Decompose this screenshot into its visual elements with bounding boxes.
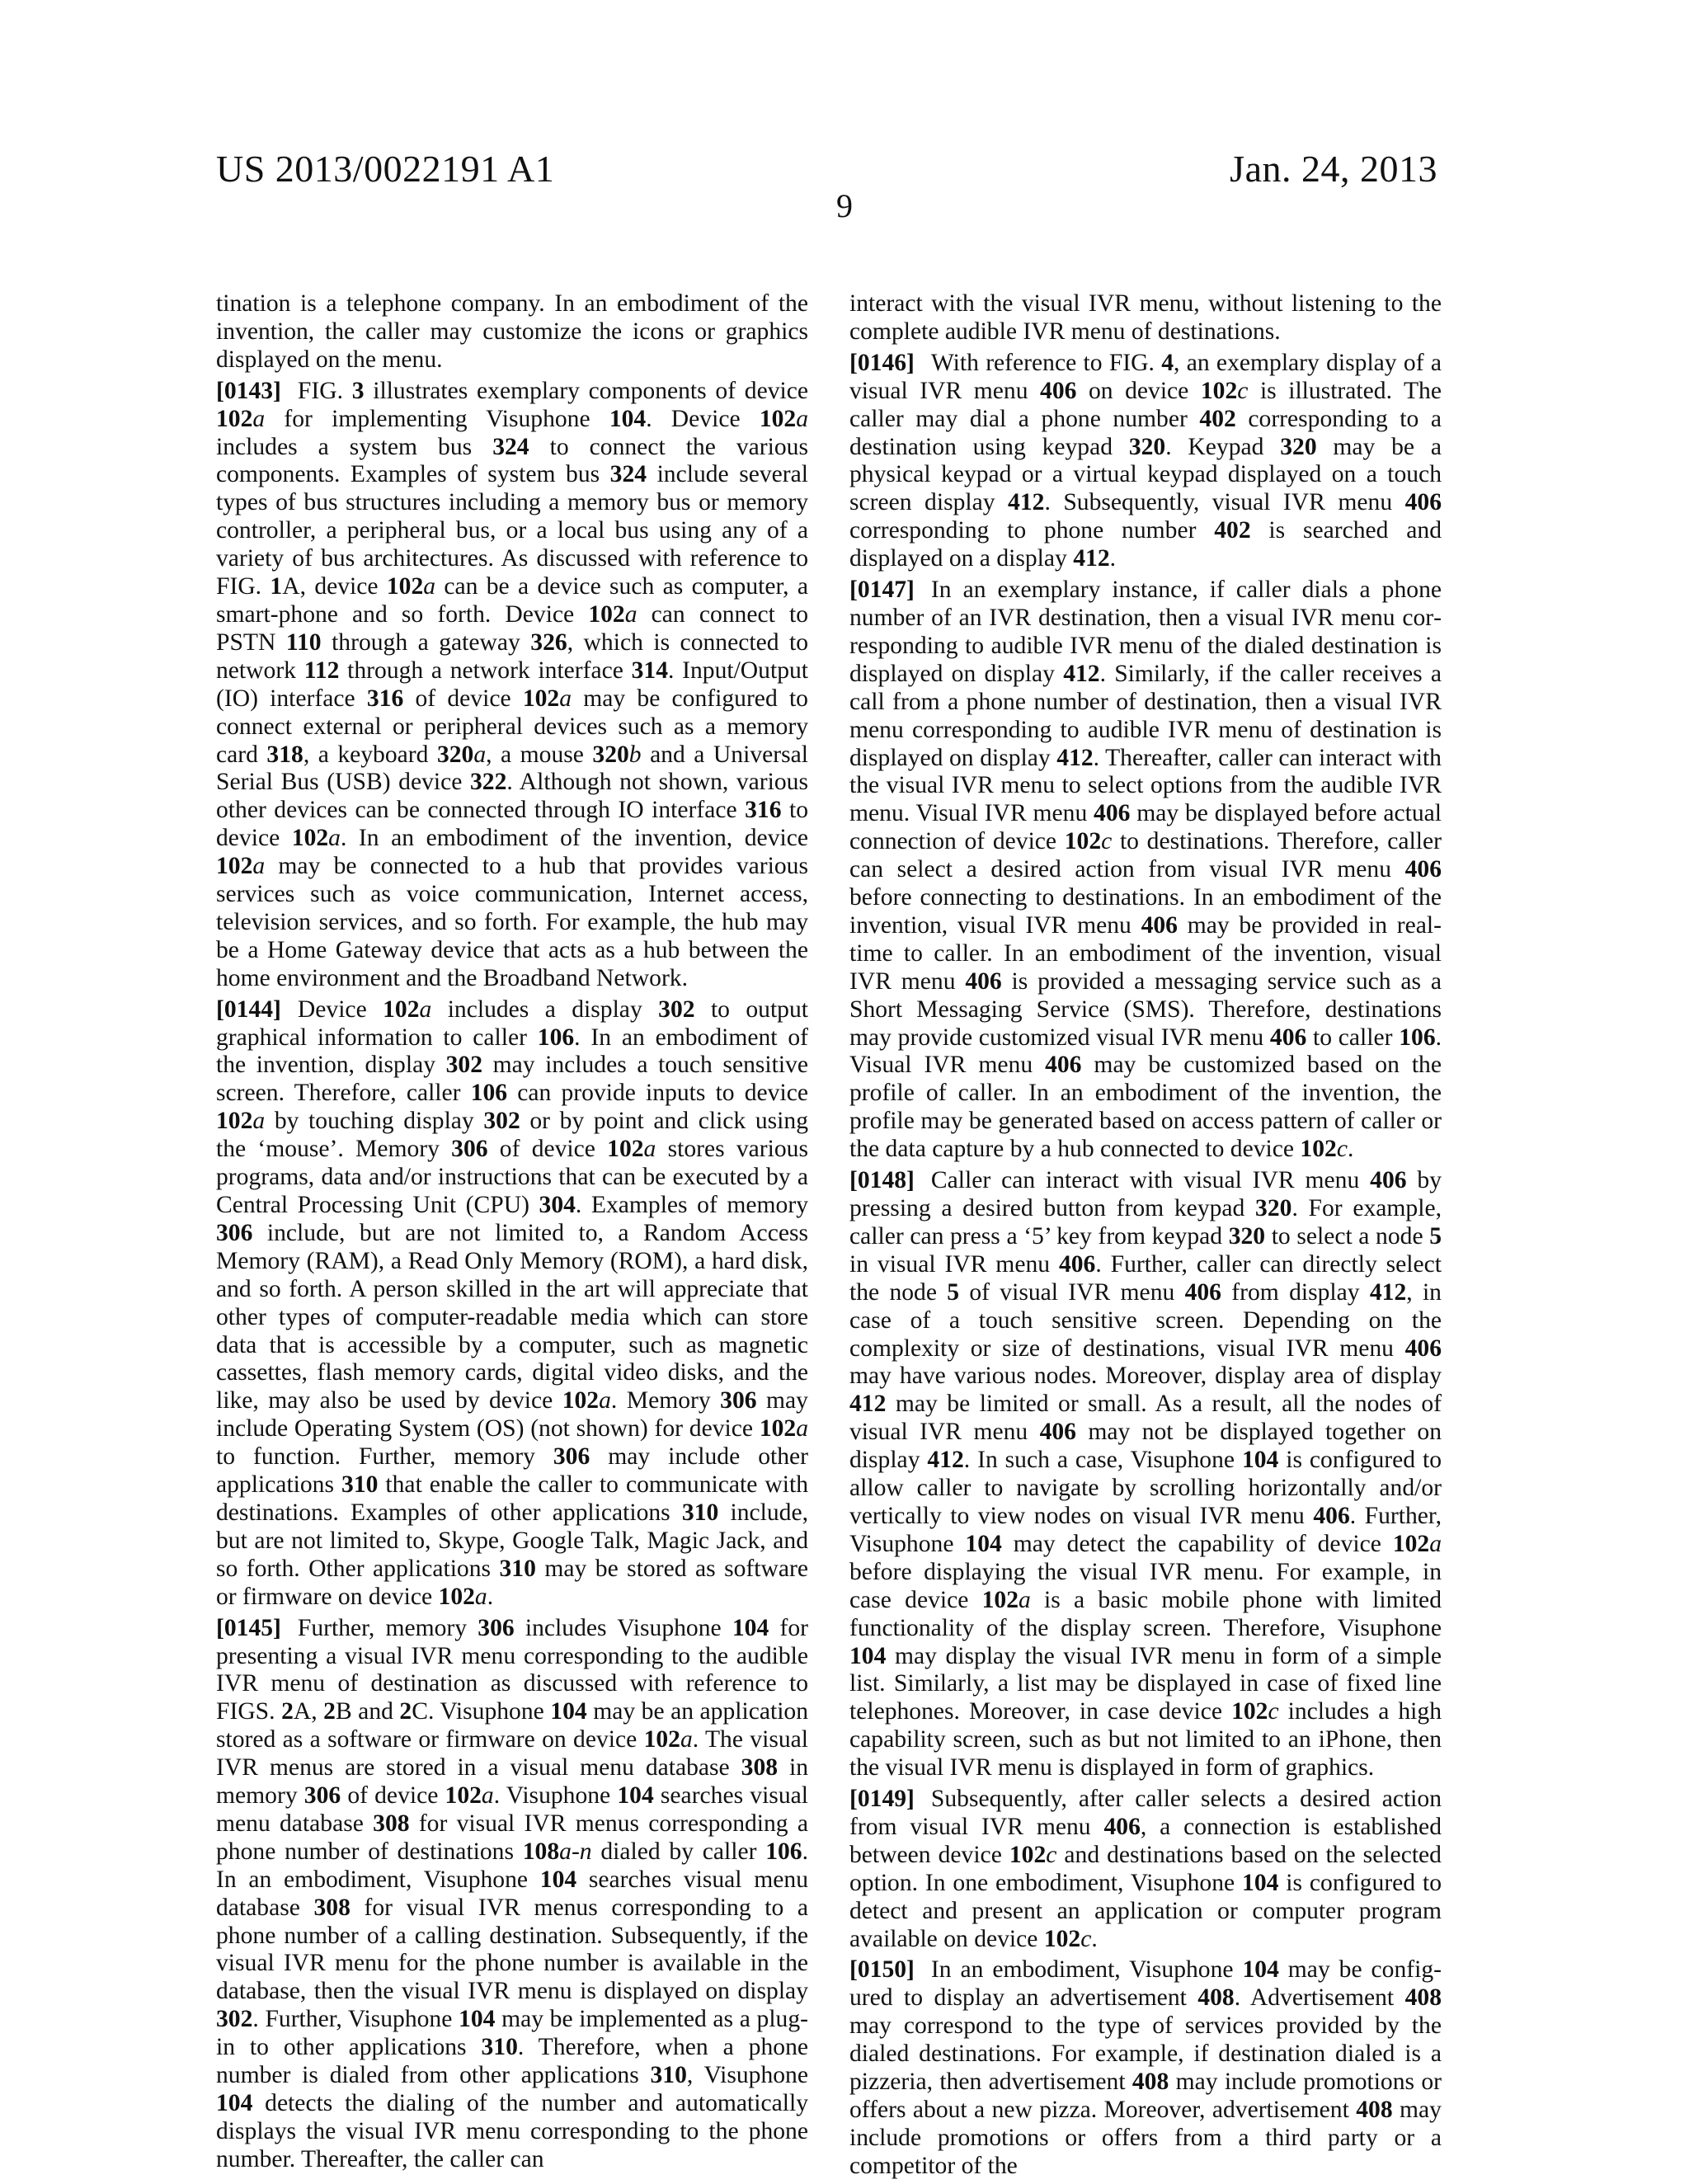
paragraph-text: Subsequently, after caller selects a desired action from visual IVR menu 406, a connection is established between device 102c and destinations based on the selected option. In one embodiment, Visuphone 104 is configured to detect and present an application or computer program available on device 102c. [849,1786,1442,1952]
paragraph-continuation [849,290,1442,346]
right-column [849,290,1442,2184]
paragraph-number: [0145] [216,1614,281,1641]
page-number: 9 [836,187,853,224]
paragraph-0149 [849,1786,1442,1953]
paragraph-0144 [216,996,808,1612]
paragraph-text: tination is a telephone company. In an embodiment of the invention, the caller may customize the icons or graphics displayed on the menu. [216,290,808,373]
paragraph-number: [0144] [216,996,281,1023]
paragraph-number: [0143] [216,377,281,404]
left-column [216,290,808,2177]
paragraph-text: Device 102a includes a display 302 to output graphical information to caller 106. In an embodiment of the invention, display 302 may includes a touch sensitive screen. Therefore, caller 106 can provide inputs to device 102a by touching display 302 or by point and click using the ‘mouse’. Memory 306 of device 102a stores various programs, data and/or instructions that can be executed by a Central Processing Unit (CPU) 304. Examples of memory 306 include, but are not limited to, a Random Access Memory (RAM), a Read Only Memory (ROM), a hard disk, and so forth. A person skilled in the art will appreciate that other types of computer-readable media which can store data that is accessible by a computer, such as magnetic cassettes, flash memory cards, digital video disks, and the like, may also be used by device 102a. Memory 306 may include Operating System (OS) (not shown) for device 102a to function. Further, memory 306 may include other applications 310 that enable the caller to communicate with destinations. Examples of other applications 310 include, but are not limited to, Skype, Google Talk, Magic Jack, and so forth. Other applications 310 may be stored as software or firmware on device 102a. [216,996,809,1610]
paragraph-0147 [849,577,1442,1164]
publication-number: US 2013/0022191 A1 [216,148,555,190]
paragraph-0150 [849,1956,1442,2180]
paragraph-0146 [849,350,1442,573]
paragraph-number: [0146] [849,349,915,376]
paragraph-text: Further, memory 306 includes Visuphone 104 for presenting a visual IVR menu corresponding to the audible IVR menu of destination as discussed with reference to FIGS. 2A, 2B and 2C. Visuphone 104 may be an application stored as a software or firmware on device 102a. The visual IVR menus are stored in a visual menu database 308 in memory 306 of device 102a. Visuphone 104 searches visual menu database 308 for visual IVR menus corresponding a phone number of destinations 108a-n dialed by caller 106. In an embodiment, Visuphone 104 searches visual menu database 308 for visual IVR menus corresponding to a phone number of a calling destination. Subsequently, if the visual IVR menu for the phone number is available in the database, then the visual IVR menu is displayed on display 302. Further, Visuphone 104 may be implemented as a plug-in to other applications 310. Therefore, when a phone number is dialed from other applications 310, Visuphone 104 detects the dialing of the number and automatically displays the visual IVR menu corresponding to the phone number. Thereafter, the caller can [216,1614,809,2172]
paragraph-text: In an exemplary instance, if caller dials a phone number of an IVR destination, then a visual IVR menu corresponding to audible IVR menu of the dialed destination is displayed on display 412. Similarly, if the caller receives a call from a phone number of destination, then a visual IVR menu corresponding to audible IVR menu of destination is displayed on display 412. Thereafter, caller can interact with the visual IVR menu to select options from the audible IVR menu. Visual IVR menu 406 may be displayed before actual connection of device 102c to destinations. Therefore, caller can select a desired action from visual IVR menu 406 before connecting to destinations. In an embodiment of the invention, visual IVR menu 406 may be provided in real-time to caller. In an embodiment of the invention, visual IVR menu 406 is provided a messaging service such as a Short Messaging Service (SMS). Therefore, destinations may provide customized visual IVR menu 406 to caller 106. Visual IVR menu 406 may be customized based on the profile of caller. In an embodiment of the invention, the profile may be generated based on access pattern of caller or the data capture by a hub connected to device 102c. [849,577,1442,1163]
publication-date: Jan. 24, 2013 [1230,148,1437,190]
paragraph-0143 [216,378,808,993]
paragraph-text: With reference to FIG. 4, an exemplary display of a visual IVR menu 406 on device 102c is illustrated. The caller may dial a phone number 402 corresponding to a destination using keypad 320. Keypad 320 may be a physical keypad or a virtual keypad displayed on a touch screen display 412. Subsequently, visual IVR menu 406 corresponding to phone number 402 is searched and displayed on a display 412. [849,349,1442,572]
paragraph-number: [0150] [849,1956,915,1984]
paragraph-text: FIG. 3 illustrates exemplary components of device 102a for implementing Visuphone 104. Device 102a includes a system bus 324 to connect the various components. Examples of system bus 324 include several types of bus structures including a memory bus or memory controller, a peripheral bus, or a local bus using any of a variety of bus architectures. As discussed with reference to FIG. 1A, device 102a can be a device such as computer, a smart-phone and so forth. Device 102a can connect to PSTN 110 through a gateway 326, which is connected to network 112 through a network interface 314. Input/Output (IO) interface 316 of device 102a may be configured to connect external or peripheral devices such as a memory card 318, a keyboard 320a, a mouse 320b and a Universal Serial Bus (USB) device 322. Although not shown, various other devices can be connected through IO interface 316 to device 102a. In an embodiment of the invention, device 102a may be connected to a hub that provides various services such as voice communication, Internet access, television services, and so forth. For example, the hub may be a Home Gateway device that acts as a hub between the home environment and the Broadband Network. [216,377,809,991]
paragraph-number: [0147] [849,577,915,604]
paragraph-text: Caller can interact with visual IVR menu 406 by pressing a desired button from keypad 320. For example, caller can press a ‘5’ key from keypad 320 to select a node 5 in visual IVR menu 406. Further, caller can directly select the node 5 of visual IVR menu 406 from display 412, in case of a touch sensitive screen. Depending on the complexity or size of destinations, visual IVR menu 406 may have various nodes. Moreover, display area of display 412 may be limited or small. As a result, all the nodes of visual IVR menu 406 may not be displayed together on display 412. In such a case, Visuphone 104 is configured to allow caller to navigate by scrolling horizontally and/or vertically to view nodes on visual IVR menu 406. Further, Visuphone 104 may detect the capability of device 102a before displaying the visual IVR menu. For example, in case device 102a is a basic mobile phone with limited functionality of the display screen. Therefore, Visuphone 104 may display the visual IVR menu in form of a simple list. Similarly, a list may be displayed in case of fixed line telephones. Moreover, in case device 102c includes a high capability screen, such as but not limited to an iPhone, then the visual IVR menu is displayed in form of graphics. [849,1167,1442,1782]
paragraph-number: [0148] [849,1167,915,1194]
paragraph-continuation [216,290,808,374]
paragraph-text: In an embodiment, Visuphone 104 may be configured to display an advertisement 408. Advertisement 408 may correspond to the type of services provided by the dialed destinations. For example, if destination dialed is a pizzeria, then advertisement 408 may include promotions or offers about a new pizza. Moreover, advertisement 408 may include promotions or offers from a third party or a competitor of the [849,1956,1442,2179]
paragraph-number: [0149] [849,1786,915,1813]
paragraph-0148 [849,1167,1442,1782]
paragraph-text: interact with the visual IVR menu, without listening to the complete audible IVR menu of destinations. [849,290,1442,345]
paragraph-0145 [216,1615,808,2174]
